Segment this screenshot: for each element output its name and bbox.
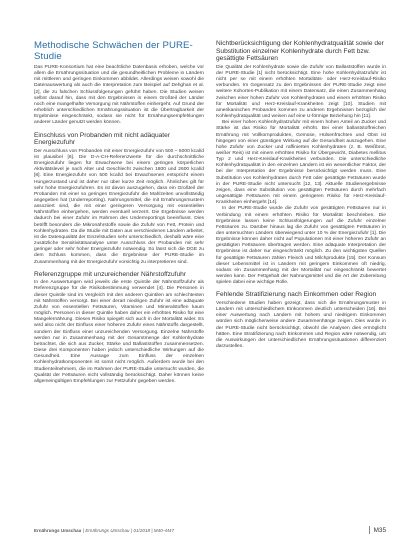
body-paragraph: Der Ausschluss von Probanden mit einer Energiezufuhr von 500 – 5000 kcal/d ist plausibel [6]. Die D-A-CH-Referenzwerte für die durchschnittliche Energiezufuhr liegen für Erwachsene bei einem geringen körperlichen Aktivitätslevel je nach Alter und Geschlecht zwischen 1800 und 2600 kcal/d [8]. Eine Energiezufuhr von 500 kcal/d bei Erwachsenen entspricht einem Hungerzustand und ist daher nur über kurze Zeit möglich. Ähnliches gilt für sehr hohe Energiezufuhren. Es ist davon auszugehen, dass ein Großteil der Probanden mit einer so geringen Energiezufuhr die Mahlzeiten unvollständig angegeben hat (Underreporting). Nahrungsmittel, die mit Ernährungsmustern assoziiert sind, die mit einer geringeren Versorgung mit essentiellen Nährstoffen einhergehen, werden eventuell verzerrt. Die Ergebnisse werden dadurch bei einer Zufuhr im Rahmen des Underreportings beeinflusst. Dies betrifft besonders die Mikronährstoffe sowie die Zufuhr von Fett, Protein und Kohlenhydraten. Da die Studie mit Daten aus verschiedenen Ländern arbeitet, ist die Datenqualität der Einzelstudien sehr unterschiedlich, deshalb wäre eine zusätzliche Sensitivitätsanalyse unter Ausschluss der Probanden mit sehr geringer oder sehr hoher Energiezufuhr notwendig. So lässt sich die DGE zu dem Schluss kommen, dass die Ergebnisse der PURE-Studie im Zusammenhang mit der Energiezufuhr vorsichtig zu interpretieren sind. <box>34 148 204 265</box>
body-paragraph: Verschiedene Studien haben gezeigt, dass sich die Ernährungsmuster in Ländern mit unterschiedlichem Einkommen deutlich unterscheiden [16]. Bei einer Auswertung nach Ländern mit hohem und niedrigem Einkommen würden sich möglicherweise andere Zusammenhänge zeigen. Dies wurde in der PURE-Studie nicht berücksichtigt, obwohl die Analysen dies ermöglicht hätten. Eine Stratifizierung nach Einkommen und Region wäre notwendig, um die Auswirkungen der unterschiedlichen Ernährungssituationen differenziert darzustellen. <box>216 301 386 350</box>
subheading-energy-intake: Einschluss von Probanden mit nicht adäquater Energiezufuhr <box>34 131 170 147</box>
body-paragraph: Das PURE-Konsortium hat eine beachtliche Datenbasis erhoben, welche vor allem die Ernährungssituation und die gesundheitlichen Probleme in Ländern mit mittleren und geringen Einkommen abbildet. Allerdings weisen sowohl die Datenauswertung als auch die Interpretation zum Beispiel auf Dehghan et al. [2], die zu falschen Schlussfolgerungen geführt haben. Die Studien weisen selbst darauf hin, dass mit den Ergebnissen in einem Großteil der Länder noch eine mangelhafte Versorgung mit Nährstoffen einhergeht. Auf Grund der erheblich unterschiedlichen Ernährungssituation ist die Übertragbarkeit der Ergebnisse eingeschränkt, sodass sie nicht für Ernährungsempfehlungen anderer Länder genutzt werden können. <box>34 65 204 126</box>
section-title: Methodische Schwächen der PURE-Studie <box>34 40 193 62</box>
journal-name: Ernährungs Umschau <box>34 527 82 533</box>
reference-group-text <box>34 280 204 385</box>
subheading-reference-group: Referenzgruppe mit unzureichender Nährstoffzufuhr <box>34 270 186 278</box>
issue-info: | Ernährungs Umschau | 01/2018 | M40–M47 <box>82 527 175 533</box>
stratification-text <box>216 301 386 350</box>
page-footer <box>34 525 386 535</box>
footer-citation <box>34 528 174 533</box>
page-number: M35 <box>373 526 386 534</box>
footer-divider <box>369 526 370 534</box>
subheading-carbohydrate-quality: Nichtberücksichtigung der Kohlenhydratqualität sowie der Substitution einzelner Kohlenhydrate durch Fett bzw. gesättigte Fettsäuren <box>216 40 384 63</box>
footer-page <box>369 526 386 534</box>
article-page <box>34 40 386 532</box>
left-column <box>34 40 204 532</box>
energy-intake-text <box>34 149 204 266</box>
body-paragraph: In den Auswertungen wird jeweils die erste Quintile der Nährstoffzufuhr als Referenzgruppe für die Risikobestimmung verwendet [4]. Die Personen in dieser Quintile sind im Vergleich mit den anderen Quintilen am schlechtesten mit Nährstoffen versorgt. Bei einer derart niedrigen Zufuhr ist eine adäquate Zufuhr von essentiellen Fettsäuren, Vitaminen und Mineralstoffen kaum möglich. Personen in dieser Quintile haben daher ein erhöhtes Risiko für eine Mangelernährung. Dieses Risiko spiegelt sich auch in der Mortalität wider. Es wird also nicht der Einfluss einer höheren Zufuhr eines Nährstoffs dargestellt, sondern der Einfluss einer unzureichenden Versorgung. Einzelne Nährstoffe werden nur in Zusammenhang mit der Gesamtmenge der Kohlenhydrate betrachtet, die sich aus Zucker, Stärke und Ballaststoffen zusammensetzen. Diese drei Komponenten haben jedoch unterschiedliche Wirkungen auf die Gesundheit. Eine Aussage zum Einfluss der einzelnen Kohlenhydratkomponenten ist somit nicht möglich. Außerdem wurde bei den Studienteilnehmern, die im Rahmen der PURE-Studie untersucht wurden, die Qualität der Fettsäuren nicht vollständig berücksichtigt. Daher können keine allgemeingültigen Empfehlungen zur Fettzufuhr gegeben werden. <box>34 280 204 384</box>
intro-text <box>34 65 204 127</box>
body-paragraph: Bei einer hohen Kohlenhydratzufuhr mit einem hohen Anteil an Zucker und Stärke ist das Risiko für Mortalität erhöht. Bei einer ballaststoffreichen Ernährung mit Vollkornprodukten, Gemüse, Hülsenfrüchten und Obst ist hingegen von einer günstigen Wirkung auf die Gesundheit auszugehen. Eine hohe Zufuhr von Zucker und raffinierten Kohlenhydraten (z. B. Weißbrot, weißer Reis) ist mit einem erhöhten Risiko für Übergewicht, Diabetes mellitus Typ 2 und Herz-Kreislauf-Krankheiten verbunden. Die unterschiedliche Kohlenhydratqualität in den einzelnen Ländern ist ein wesentlicher Faktor, der bei der Interpretation der Ergebnisse berücksichtigt werden muss. Eine Substitution von Kohlenhydraten durch Fett oder gesättigte Fettsäuren wurde in der PURE-Studie nicht untersucht [12, 13]. Aktuelle Studienergebnisse zeigen, dass eine Substitution von gesättigten Fettsäuren durch mehrfach ungesättigte Fettsäuren mit einem geringeren Risiko für Herz-Kreislauf-Krankheiten einhergeht [14]. <box>216 120 386 206</box>
body-paragraph: Die Qualität der Kohlenhydrate sowie die Zufuhr von Ballaststoffen wurde in der PURE-Studie [1] nicht berücksichtigt. Eine hohe Kohlenhydratzufuhr ist nicht per se mit einem erhöhten Mortalitäts- oder Herz-Kreislauf-Risiko verbunden. Im Gegensatz zu den Ergebnissen der PURE-Studie zeigt eine weitere Kohorten-Publikation mit einem Datensatz, die einen Zusammenhang zwischen einer hohen Zufuhr von Kohlenhydraten und einem erhöhten Risiko für Mortalität und Herz-Kreislauf-Krankheiten zeigt [10]. Studien mit amerikanischen Probanden kommen zu anderen Ergebnissen bezüglich der Kohlenhydratqualität und weisen auf eine U-förmige Beziehung hin [11]. <box>216 64 386 120</box>
body-paragraph: In der PURE-Studie wurde die Zufuhr von gesättigten Fettsäuren nur in Verbindung mit einem erhöhten Risiko für Mortalität beschrieben. Die Ergebnisse lassen keine Schlussfolgerungen auf die Zufuhr einzelner Fettsäuren zu. Darüber hinaus lag die Zufuhr von gesättigten Fettsäuren in den untersuchten Ländern überwiegend unter 10 % der Energiezufuhr [1]. Die Ergebnisse können daher nicht auf Populationen mit einer höheren Zufuhr an gesättigten Fettsäuren übertragen werden. Eine adäquate Interpretation der Ergebnisse ist daher nur eingeschränkt möglich. Zu den wichtigsten Quellen für gesättigte Fettsäuren zählen Fleisch und Milchprodukte [15]. Der Konsum dieser Lebensmittel ist in Ländern mit geringem Einkommen oft niedrig, sodass ein Zusammenhang mit der Mortalität nur eingeschränkt bewertet werden kann. Der Fettgehalt der Nahrungsmittel und die Art der Zubereitung spielen dabei eine wichtige Rolle. <box>216 206 386 286</box>
carbohydrate-quality-text <box>216 65 386 287</box>
subheading-stratification: Fehlende Stratifizierung nach Einkommen oder Region <box>216 291 377 299</box>
right-column <box>216 40 386 532</box>
